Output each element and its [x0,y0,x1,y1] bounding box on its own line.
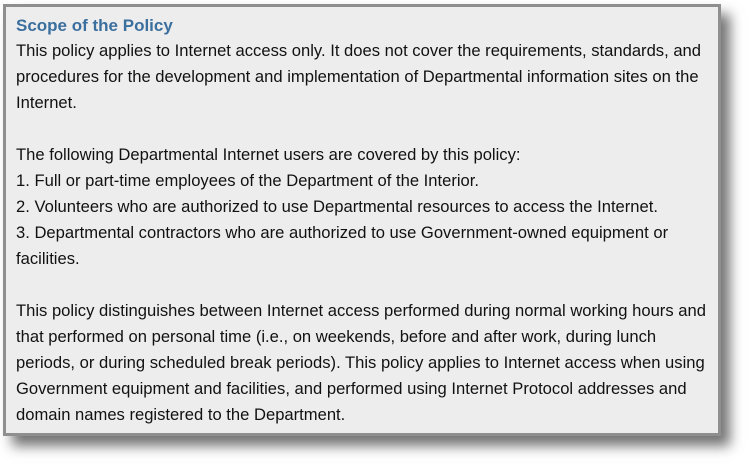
covered-user-item: 3. Departmental contractors who are authorized to use Government-owned equipment or facilities. [16,223,669,268]
access-distinction-paragraph: This policy distinguishes between Internet access performed during normal working hours and that performed on personal time (i.e., on weekends, before and after work, during lunch periods, or during scheduled break periods). This policy applies to Internet access when using Government equipment and facilities, and performed using Internet Protocol addresses and domain names registered to the Department. [16,301,706,424]
covered-user-item: 1. Full or part-time employees of the Department of the Interior. [16,171,479,190]
policy-content [16,14,716,428]
section-heading: Scope of the Policy [16,16,173,35]
covered-user-item: 2. Volunteers who are authorized to use Departmental resources to access the Internet. [16,197,658,216]
paragraph-spacer [16,272,716,298]
scope-paragraph: This policy applies to Internet access only. It does not cover the requirements, standards, and procedures for the development and implementation of Departmental information sites on the Internet. [16,41,702,112]
paragraph-spacer [16,116,716,142]
policy-panel [3,4,721,436]
covered-users-intro: The following Departmental Internet users are covered by this policy: [16,145,521,164]
